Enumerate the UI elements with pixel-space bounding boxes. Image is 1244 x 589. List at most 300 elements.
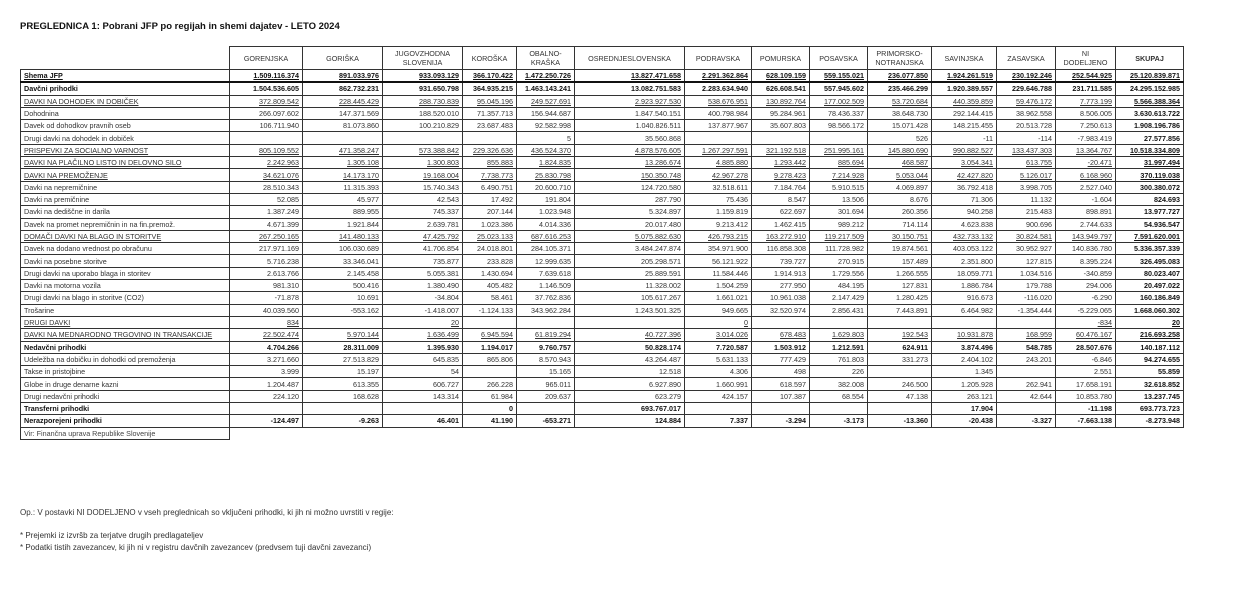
cell-value-text: -6.290: [1091, 293, 1112, 303]
cell-value-text: 900.696: [1026, 219, 1052, 229]
cell-value: [997, 181, 1056, 193]
cell-value-text: 78.436.337: [828, 109, 864, 119]
row-label: [21, 366, 230, 378]
cell-value: [810, 144, 868, 156]
cell-value: [517, 280, 575, 292]
cell-value-text: 47.425.792: [423, 232, 459, 241]
cell-value: [810, 243, 868, 255]
cell-value: [230, 132, 303, 144]
cell-value-text: 277.950: [780, 281, 806, 291]
cell-value: [685, 304, 752, 316]
cell-value: [383, 95, 463, 107]
cell-value: [1116, 341, 1184, 353]
cell-value: [1056, 316, 1116, 328]
cell-value: [685, 70, 752, 83]
cell-value-text: 2.613.766: [267, 268, 299, 278]
cell-value: [383, 82, 463, 95]
row-label: [21, 316, 230, 328]
cell-value: [303, 218, 383, 230]
cell-value-text: 1.914.913: [774, 268, 806, 278]
cell-value: [997, 366, 1056, 378]
cell-value: [517, 107, 575, 119]
cell-value: [1056, 403, 1116, 415]
cell-value-text: 343.962.284: [531, 305, 571, 315]
cell-value: [517, 255, 575, 267]
cell-value-text: 557.945.602: [824, 84, 864, 94]
cell-value-text: 32.618.852: [1144, 379, 1180, 389]
cell-value-text: -20.438: [968, 416, 993, 426]
cell-value: [685, 157, 752, 169]
cell-value-text: 372.809.542: [259, 96, 299, 106]
cell-value: [517, 169, 575, 181]
cell-value-text: 824.693: [1154, 195, 1180, 205]
cell-value: [752, 206, 810, 218]
cell-value: [810, 230, 868, 242]
cell-value: [303, 267, 383, 279]
cell-value-text: 22.502.474: [263, 330, 299, 340]
cell-value-text: 25.120.839.871: [1130, 71, 1180, 81]
table-row: [21, 218, 1184, 230]
cell-value: [463, 403, 517, 415]
cell-value-text: 246.500: [902, 379, 928, 389]
cell-value: [230, 316, 303, 328]
cell-value-text: 263.121: [967, 391, 993, 401]
cell-value-text: 68.554: [842, 391, 864, 401]
row-label-text: DAVKI NA DOHODEK IN DOBIČEK: [24, 96, 139, 106]
empty-cell: [685, 427, 752, 439]
column-header: SKUPAJ: [1116, 47, 1184, 70]
cell-value: [997, 157, 1056, 169]
cell-value-text: 6.927.890: [649, 379, 681, 389]
row-label: [21, 157, 230, 169]
cell-value-text: 35.607.803: [770, 121, 806, 131]
cell-value-text: 217.971.169: [259, 244, 299, 254]
row-label-text: DAVKI NA MEDNARODNO TRGOVINO IN TRANSAKCIJE: [24, 330, 213, 340]
cell-value-text: 9.213.412: [716, 219, 748, 229]
cell-value: [810, 70, 868, 83]
cell-value: [1056, 243, 1116, 255]
cell-value-text: 42.543: [437, 195, 459, 205]
cell-value-text: 321.192.518: [766, 145, 806, 155]
cell-value: [1116, 181, 1184, 193]
cell-value-text: 38.962.558: [1016, 109, 1052, 119]
cell-value-text: 403.053.122: [953, 244, 993, 254]
cell-value-text: 24.018.801: [477, 244, 513, 254]
cell-value: [868, 267, 932, 279]
row-label-text: Davek na promet nepremičnin in na fin.premož.: [24, 219, 176, 229]
cell-value-text: 30.824.581: [1016, 232, 1052, 241]
cell-value-text: 53.720.684: [892, 96, 928, 106]
table-row: [21, 230, 1184, 242]
cell-value: [383, 341, 463, 353]
cell-value: [752, 390, 810, 402]
cell-value: [752, 181, 810, 193]
cell-value-text: 7.443.891: [896, 305, 928, 315]
cell-value: [810, 366, 868, 378]
cell-value-text: 687.616.253: [531, 232, 571, 241]
empty-cell: [230, 427, 303, 439]
cell-value-text: 13.286.674: [645, 158, 681, 168]
cell-value: [932, 255, 997, 267]
cell-value: [517, 341, 575, 353]
cell-value: [932, 95, 997, 107]
cell-value: [932, 206, 997, 218]
cell-value-text: 436.524.370: [531, 145, 571, 155]
cell-value-text: 252.544.925: [1072, 71, 1112, 81]
cell-value: [810, 255, 868, 267]
cell-value: [997, 304, 1056, 316]
cell-value-text: -3.327: [1031, 416, 1052, 426]
cell-value-text: 20.600.710: [535, 182, 571, 192]
cell-value-text: 140.187.112: [1140, 342, 1180, 352]
cell-value: [997, 341, 1056, 353]
empty-cell: [1056, 427, 1116, 439]
cell-value-text: 1.636.499: [427, 330, 459, 340]
cell-value-text: 3.998.705: [1020, 182, 1052, 192]
cell-value-text: 714.114: [902, 219, 928, 229]
cell-value: [868, 70, 932, 83]
cell-value: [1056, 230, 1116, 242]
row-label: [21, 82, 230, 95]
cell-value-text: 1.293.442: [774, 158, 806, 168]
cell-value-text: 1.886.784: [961, 281, 993, 291]
cell-value-text: 147.371.569: [339, 109, 379, 119]
cell-value-text: 28.510.343: [263, 182, 299, 192]
cell-value: [230, 280, 303, 292]
cell-value: [575, 144, 685, 156]
cell-value-text: -7.983.419: [1077, 133, 1112, 143]
cell-value: [463, 267, 517, 279]
cell-value: [1116, 366, 1184, 378]
cell-value: [685, 181, 752, 193]
cell-value-text: 11.315.393: [343, 182, 379, 192]
cell-value-text: 7.591.620.001: [1134, 232, 1180, 241]
cell-value-text: 43.264.487: [645, 354, 681, 364]
cell-value-text: 1.504.259: [716, 281, 748, 291]
cell-value: [383, 206, 463, 218]
cell-value-text: 400.798.984: [708, 109, 748, 119]
cell-value: [383, 255, 463, 267]
cell-value: [810, 304, 868, 316]
cell-value-text: 11.584.446: [712, 268, 748, 278]
cell-value: [868, 157, 932, 169]
cell-value-text: 50.828.174: [645, 342, 681, 352]
cell-value: [517, 230, 575, 242]
column-header: OSREDNJESLOVENSKA: [575, 47, 685, 70]
cell-value-text: 124.884: [655, 416, 681, 426]
cell-value-text: 30.952.927: [1016, 244, 1052, 254]
row-label: [21, 107, 230, 119]
cell-value: [932, 181, 997, 193]
cell-value: [932, 366, 997, 378]
cell-value: [932, 243, 997, 255]
cell-value-text: 2.351.800: [961, 256, 993, 266]
cell-value: [517, 403, 575, 415]
cell-value-text: 25.830.798: [535, 170, 571, 180]
cell-value: [810, 316, 868, 328]
cell-value: [752, 415, 810, 427]
cell-value-text: 573.388.842: [419, 145, 459, 155]
cell-value: [303, 329, 383, 341]
cell-value-text: -1.418.007: [424, 305, 459, 315]
cell-value: [810, 120, 868, 132]
cell-value: [575, 415, 685, 427]
row-label: [21, 193, 230, 205]
cell-value: [997, 70, 1056, 83]
cell-value-text: 1.920.389.557: [947, 84, 993, 94]
cell-value-text: 1.034.516: [1020, 268, 1052, 278]
cell-value: [685, 415, 752, 427]
cell-value-text: 24.295.152.985: [1130, 84, 1180, 94]
cell-value: [517, 181, 575, 193]
cell-value-text: 1.629.803: [832, 330, 864, 340]
cell-value: [932, 157, 997, 169]
cell-value: [868, 280, 932, 292]
column-header: ZASAVSKA: [997, 47, 1056, 70]
cell-value: [752, 304, 810, 316]
cell-value-text: 215.483: [1026, 207, 1052, 217]
cell-value-text: 249.527.691: [531, 96, 571, 106]
cell-value-text: 739.727: [780, 256, 806, 266]
cell-value-text: 4.069.897: [896, 182, 928, 192]
cell-value: [752, 70, 810, 83]
cell-value-text: 229.326.636: [473, 145, 513, 155]
row-label-text: Globe in druge denarne kazni: [24, 379, 119, 389]
cell-value: [868, 304, 932, 316]
row-label: [21, 390, 230, 402]
cell-value: [868, 316, 932, 328]
cell-value: [463, 255, 517, 267]
cell-value: [1056, 353, 1116, 365]
row-label-text: Drugi davki na uporabo blaga in storitev: [24, 268, 151, 278]
cell-value: [1116, 292, 1184, 304]
cell-value: [685, 292, 752, 304]
cell-value-text: 6.490.751: [481, 182, 513, 192]
cell-value: [383, 169, 463, 181]
cell-value: [575, 193, 685, 205]
row-label-text: Drugi davki na blago in storitve (CO2): [24, 293, 144, 303]
cell-value-text: 100.210.829: [419, 121, 459, 131]
cell-value-text: 20.513.728: [1016, 121, 1052, 131]
revenue-table: [20, 46, 1184, 440]
cell-value-text: 1.194.017: [481, 342, 513, 352]
table-row: [21, 267, 1184, 279]
cell-value-text: 468.587: [902, 158, 928, 168]
cell-value: [868, 390, 932, 402]
cell-value: [303, 366, 383, 378]
cell-value: [383, 70, 463, 83]
cell-value-text: 3.630.613.722: [1134, 109, 1180, 119]
row-label-text: Drugi davki na dohodek in dobiček: [24, 133, 134, 143]
cell-value-text: 6.945.594: [481, 330, 513, 340]
cell-value-text: 1.504.536.605: [253, 84, 299, 94]
cell-value: [1056, 304, 1116, 316]
row-label-text: Shema JFP: [24, 71, 63, 81]
cell-value: [1116, 378, 1184, 390]
cell-value: [230, 415, 303, 427]
cell-value: [463, 206, 517, 218]
cell-value-text: 693.767.017: [641, 404, 681, 414]
cell-value: [575, 120, 685, 132]
cell-value-text: -9.263: [358, 416, 379, 426]
cell-value-text: 130.892.764: [766, 96, 806, 106]
cell-value-text: 484.195: [838, 281, 864, 291]
cell-value: [463, 70, 517, 83]
cell-value-text: 105.617.267: [641, 293, 681, 303]
cell-value-text: 1.159.819: [716, 207, 748, 217]
cell-value-text: 25.889.591: [645, 268, 681, 278]
cell-value-text: 25.023.133: [477, 232, 513, 241]
cell-value: [810, 157, 868, 169]
empty-cell: [997, 427, 1056, 439]
cell-value: [303, 120, 383, 132]
cell-value-text: 15.197: [357, 367, 379, 377]
row-label-text: PRISPEVKI ZA SOCIALNO VARNOST: [24, 145, 149, 155]
cell-value-text: 0: [509, 404, 513, 414]
cell-value: [810, 132, 868, 144]
cell-value: [997, 144, 1056, 156]
cell-value-text: 2.147.429: [832, 293, 864, 303]
cell-value-text: 17.904: [971, 404, 993, 414]
cell-value: [1116, 120, 1184, 132]
cell-value-text: 990.882.527: [953, 145, 993, 155]
cell-value-text: 52.085: [277, 195, 299, 205]
cell-value: [463, 82, 517, 95]
cell-value-text: 8.676: [910, 195, 928, 205]
cell-value: [1056, 144, 1116, 156]
cell-value: [997, 107, 1056, 119]
empty-cell: [1116, 427, 1184, 439]
cell-value-text: 613.355: [353, 379, 379, 389]
cell-value: [230, 181, 303, 193]
cell-value: [868, 144, 932, 156]
cell-value-text: 5.324.897: [649, 207, 681, 217]
cell-value: [575, 292, 685, 304]
cell-value-text: 2.551: [1094, 367, 1112, 377]
cell-value-text: 1.266.555: [896, 268, 928, 278]
source-text: Vir: Finančna uprava Republike Slovenije: [21, 427, 230, 439]
cell-value-text: 2.145.458: [347, 268, 379, 278]
table-row: [21, 120, 1184, 132]
cell-value: [230, 82, 303, 95]
cell-value-text: 10.518.334.809: [1130, 145, 1180, 155]
cell-value-text: 1.472.250.726: [525, 71, 571, 81]
cell-value: [383, 181, 463, 193]
cell-value-text: 2.291.362.864: [702, 71, 748, 81]
cell-value: [1116, 157, 1184, 169]
table-row: [21, 169, 1184, 181]
cell-value-text: 60.476.167: [1076, 330, 1112, 340]
cell-value-text: 80.023.407: [1144, 268, 1180, 278]
cell-value: [868, 292, 932, 304]
cell-value: [230, 230, 303, 242]
cell-value-text: 623.279: [655, 391, 681, 401]
cell-value: [932, 267, 997, 279]
cell-value-text: 14.173.170: [343, 170, 379, 180]
cell-value: [463, 415, 517, 427]
cell-value: [868, 378, 932, 390]
table-row: [21, 157, 1184, 169]
row-label-text: Davki na premičnine: [24, 195, 90, 205]
cell-value-text: 1.921.844: [347, 219, 379, 229]
cell-value-text: 23.687.483: [477, 121, 513, 131]
cell-value: [752, 107, 810, 119]
cell-value-text: 111.728.982: [825, 244, 864, 254]
cell-value: [383, 353, 463, 365]
cell-value: [932, 292, 997, 304]
row-label: [21, 304, 230, 316]
cell-value: [868, 243, 932, 255]
cell-value-text: 364.935.215: [473, 84, 513, 94]
cell-value: [997, 95, 1056, 107]
cell-value-text: 354.971.900: [708, 244, 748, 254]
cell-value-text: 61.819.294: [535, 330, 571, 340]
row-label: [21, 255, 230, 267]
cell-value-text: 382.008: [838, 379, 864, 389]
cell-value-text: 1.023.386: [481, 219, 513, 229]
cell-value: [752, 82, 810, 95]
cell-value-text: 8.506.005: [1080, 109, 1112, 119]
cell-value-text: 981.310: [273, 281, 299, 291]
cell-value-text: -13.360: [903, 416, 928, 426]
cell-value-text: 106.711.940: [259, 121, 299, 131]
cell-value: [810, 280, 868, 292]
cell-value: [303, 280, 383, 292]
cell-value: [1056, 70, 1116, 83]
cell-value: [810, 329, 868, 341]
cell-value: [1056, 169, 1116, 181]
cell-value: [1116, 390, 1184, 402]
cell-value: [230, 70, 303, 83]
cell-value-text: 9.760.757: [539, 342, 571, 352]
row-label-text: DAVKI NA PLAČILNO LISTO IN DELOVNO SILO: [24, 158, 182, 168]
cell-value: [517, 70, 575, 83]
cell-value: [1116, 267, 1184, 279]
cell-value: [575, 353, 685, 365]
cell-value-text: 5.126.017: [1020, 170, 1052, 180]
cell-value-text: 145.880.690: [888, 145, 928, 155]
cell-value: [575, 255, 685, 267]
cell-value: [997, 390, 1056, 402]
cell-value-text: 20.017.480: [645, 219, 681, 229]
table-row: [21, 390, 1184, 402]
cell-value-text: 11.328.002: [645, 281, 681, 291]
cell-value: [575, 206, 685, 218]
cell-value-text: 3.271.660: [267, 354, 299, 364]
cell-value-text: 18.059.771: [957, 268, 993, 278]
cell-value-text: 4.704.266: [267, 342, 299, 352]
cell-value-text: 834: [287, 318, 299, 328]
cell-value: [383, 193, 463, 205]
cell-value: [303, 70, 383, 83]
cell-value-text: 1.908.196.786: [1134, 121, 1180, 131]
cell-value-text: 15.071.428: [892, 121, 928, 131]
cell-value-text: -553.162: [350, 305, 379, 315]
cell-value: [230, 353, 303, 365]
cell-value: [997, 353, 1056, 365]
cell-value: [383, 329, 463, 341]
cell-value-text: 1.380.490: [427, 281, 459, 291]
cell-value: [1116, 403, 1184, 415]
cell-value: [932, 144, 997, 156]
cell-value-text: 2.744.633: [1080, 219, 1112, 229]
cell-value: [868, 107, 932, 119]
cell-value: [575, 70, 685, 83]
cell-value: [383, 218, 463, 230]
cell-value-text: 1.462.415: [774, 219, 806, 229]
cell-value-text: 32.518.611: [712, 182, 748, 192]
cell-value: [685, 218, 752, 230]
